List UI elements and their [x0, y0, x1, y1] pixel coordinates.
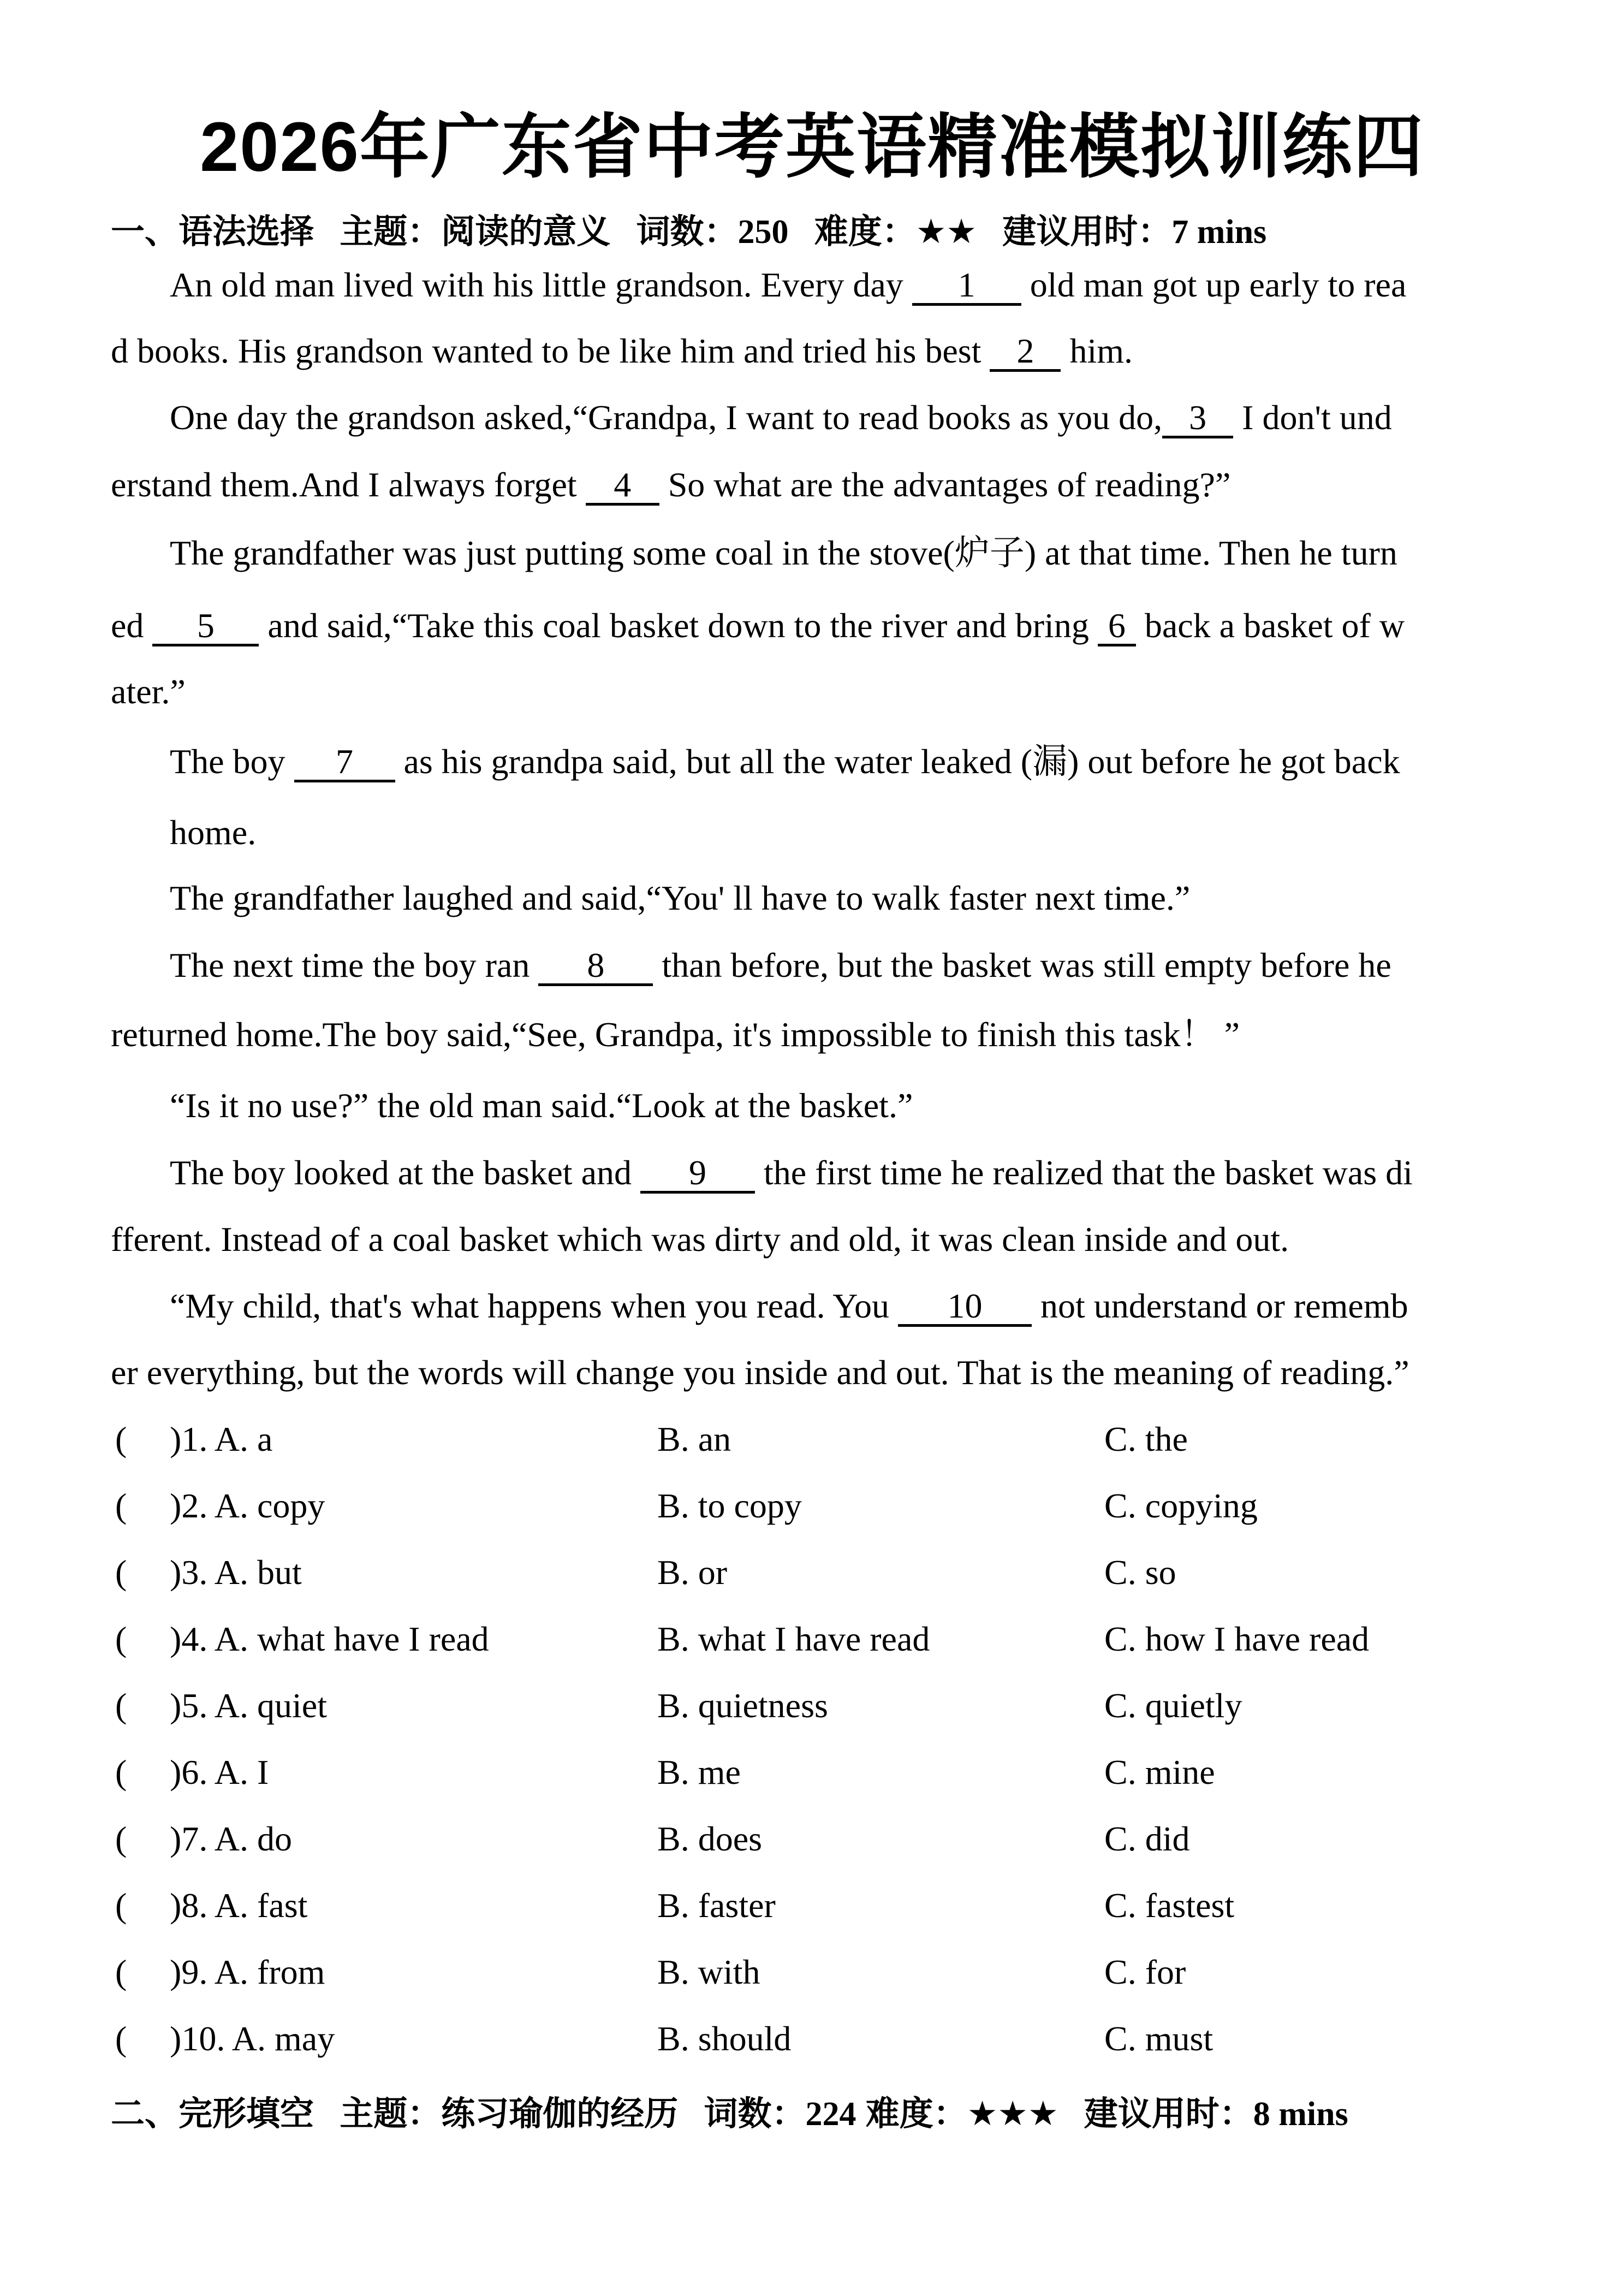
option-c: C. quietly [1104, 1686, 1242, 1725]
passage-line: home. [170, 813, 257, 852]
question-row [115, 1484, 1534, 1528]
passage-text: I don't und [1233, 398, 1392, 437]
passage-line [111, 463, 1530, 507]
passage-line: er everything, but the words will change you inside and out. That is the meaning of reading.” [111, 1353, 1409, 1392]
option-c: C. so [1104, 1553, 1176, 1592]
option-c: C. fastest [1104, 1886, 1235, 1925]
section-1-words-label: 词数： [636, 213, 738, 251]
answer-paren-open[interactable]: ( [115, 1686, 127, 1725]
section-2-time: 8 mins [1253, 2096, 1348, 2133]
blank-7: 7 [294, 744, 395, 782]
option-b: B. an [657, 1420, 731, 1458]
passage-text: One day the grandson asked,“Grandpa, I want to read books as you do, [170, 398, 1163, 437]
passage-line [170, 1284, 1589, 1328]
passage-text: and said,“Take this coal basket down to the river and bring [259, 606, 1098, 645]
option-a: )6. A. I [170, 1753, 269, 1791]
question-row [115, 1950, 1534, 1994]
section-1-time-label: 建议用时： [1002, 213, 1172, 251]
answer-paren-open[interactable]: ( [115, 1886, 127, 1925]
passage-line [170, 944, 1589, 987]
option-b: B. or [657, 1553, 727, 1592]
passage-line: returned home.The boy said,“See, Grandpa, it's impossible to finish this task！ ” [111, 1015, 1240, 1054]
section-2-words: 224 [805, 2096, 856, 2133]
passage-line [170, 396, 1589, 440]
question-row [115, 1617, 1534, 1661]
option-c: C. mine [1104, 1753, 1215, 1791]
passage-line: The grandfather was just putting some coal in the stove(炉子) at that time. Then he turn [170, 533, 1397, 572]
option-c: C. must [1104, 2019, 1213, 2058]
section-1-time: 7 mins [1171, 213, 1267, 251]
option-a: )1. A. a [170, 1420, 273, 1458]
section-1-words: 250 [737, 213, 789, 251]
option-b: B. should [657, 2019, 792, 2058]
question-row [115, 1751, 1534, 1794]
blank-2: 2 [990, 333, 1061, 372]
question-row [115, 1551, 1534, 1594]
blank-1: 1 [912, 267, 1021, 306]
answer-paren-open[interactable]: ( [115, 1819, 127, 1858]
section-2-difficulty-stars: ★★★ [967, 2095, 1058, 2133]
question-row [115, 1417, 1534, 1461]
question-row [115, 1884, 1534, 1927]
answer-paren-open[interactable]: ( [115, 1953, 127, 1991]
option-a: )5. A. quiet [170, 1686, 327, 1725]
section-2-words-label: 词数： [704, 2095, 806, 2133]
answer-paren-open[interactable]: ( [115, 1553, 127, 1592]
question-row [115, 1817, 1534, 1861]
passage-text: old man got up early to rea [1021, 265, 1407, 304]
section-1-topic-label: 主题： [340, 213, 442, 251]
passage-text: as his grandpa said, but all the water leaked (漏) out before he got back [395, 742, 1400, 781]
section-1-difficulty-label: 难度： [814, 213, 916, 251]
option-c: C. for [1104, 1953, 1186, 1991]
option-a: )8. A. fast [170, 1886, 308, 1925]
passage-text: “My child, that's what happens when you read. You [170, 1286, 898, 1325]
section-2-difficulty-label: 难度： [865, 2095, 967, 2133]
option-a: )4. A. what have I read [170, 1619, 489, 1658]
option-a: )10. A. may [170, 2019, 335, 2058]
passage-text: back a basket of w [1135, 606, 1405, 645]
passage-line [111, 604, 1530, 648]
option-c: C. the [1104, 1420, 1188, 1458]
option-b: B. faster [657, 1886, 776, 1925]
passage-line: The grandfather laughed and said,“You' ll have to walk faster next time.” [170, 879, 1191, 917]
passage-line: fferent. Instead of a coal basket which was dirty and old, it was clean inside and out. [111, 1220, 1289, 1259]
passage-text: the first time he realized that the basket was di [754, 1153, 1413, 1192]
passage-line [170, 1151, 1589, 1195]
option-a: )7. A. do [170, 1819, 292, 1858]
passage-text: So what are the advantages of reading?” [659, 465, 1231, 504]
passage-text: not understand or rememb [1032, 1286, 1408, 1325]
passage-line [170, 263, 1589, 307]
option-c: C. copying [1104, 1486, 1258, 1525]
blank-8: 8 [538, 947, 653, 986]
question-row [115, 2017, 1534, 2061]
section-1-difficulty-stars: ★★ [915, 213, 977, 251]
section-1-topic: 阅读的意义 [441, 213, 611, 251]
blank-6: 6 [1098, 608, 1136, 646]
option-b: B. quietness [657, 1686, 828, 1725]
passage-text: d books. His grandson wanted to be like him and tried his best [111, 331, 990, 370]
passage-line: ater.” [111, 672, 186, 711]
passage-text: The boy looked at the basket and [170, 1153, 640, 1192]
answer-paren-open[interactable]: ( [115, 2019, 127, 2058]
passage-text: An old man lived with his little grandson. Every day [170, 265, 912, 304]
passage-text: than before, but the basket was still empty before he [653, 946, 1391, 984]
section-2-topic: 练习瑜伽的经历 [441, 2095, 679, 2133]
blank-3: 3 [1162, 400, 1233, 438]
passage-line [170, 740, 1589, 784]
section-2-topic-label: 主题： [340, 2095, 442, 2133]
blank-10: 10 [898, 1288, 1032, 1327]
answer-paren-open[interactable]: ( [115, 1753, 127, 1791]
passage-text: erstand them.And I always forget [111, 465, 586, 504]
blank-5: 5 [152, 608, 259, 646]
answer-paren-open[interactable]: ( [115, 1486, 127, 1525]
passage-line [111, 329, 1530, 373]
passage-text: The next time the boy ran [170, 946, 539, 984]
option-b: B. me [657, 1753, 741, 1791]
section-2-header [111, 2092, 1348, 2136]
option-c: C. did [1104, 1819, 1190, 1858]
section-1-label: 一、语法选择 [111, 213, 314, 251]
passage-text: ed [111, 606, 153, 645]
answer-paren-open[interactable]: ( [115, 1420, 127, 1458]
option-b: B. to copy [657, 1486, 802, 1525]
option-a: )3. A. but [170, 1553, 302, 1592]
section-2-time-label: 建议用时： [1084, 2095, 1253, 2133]
passage-line: “Is it no use?” the old man said.“Look at the basket.” [170, 1086, 913, 1125]
option-b: B. what I have read [657, 1619, 930, 1658]
section-1-header [111, 210, 1266, 254]
blank-9: 9 [640, 1155, 755, 1194]
option-b: B. with [657, 1953, 760, 1991]
answer-paren-open[interactable]: ( [115, 1619, 127, 1658]
blank-4: 4 [586, 467, 659, 506]
passage-text: him. [1061, 331, 1133, 370]
option-a: )2. A. copy [170, 1486, 325, 1525]
passage-text: The boy [170, 742, 294, 781]
page-title: 2026年广东省中考英语精准模拟训练四 [200, 108, 1424, 186]
question-row [115, 1684, 1534, 1728]
option-c: C. how I have read [1104, 1619, 1370, 1658]
option-a: )9. A. from [170, 1953, 325, 1991]
section-2-label: 二、完形填空 [111, 2095, 314, 2133]
option-b: B. does [657, 1819, 762, 1858]
